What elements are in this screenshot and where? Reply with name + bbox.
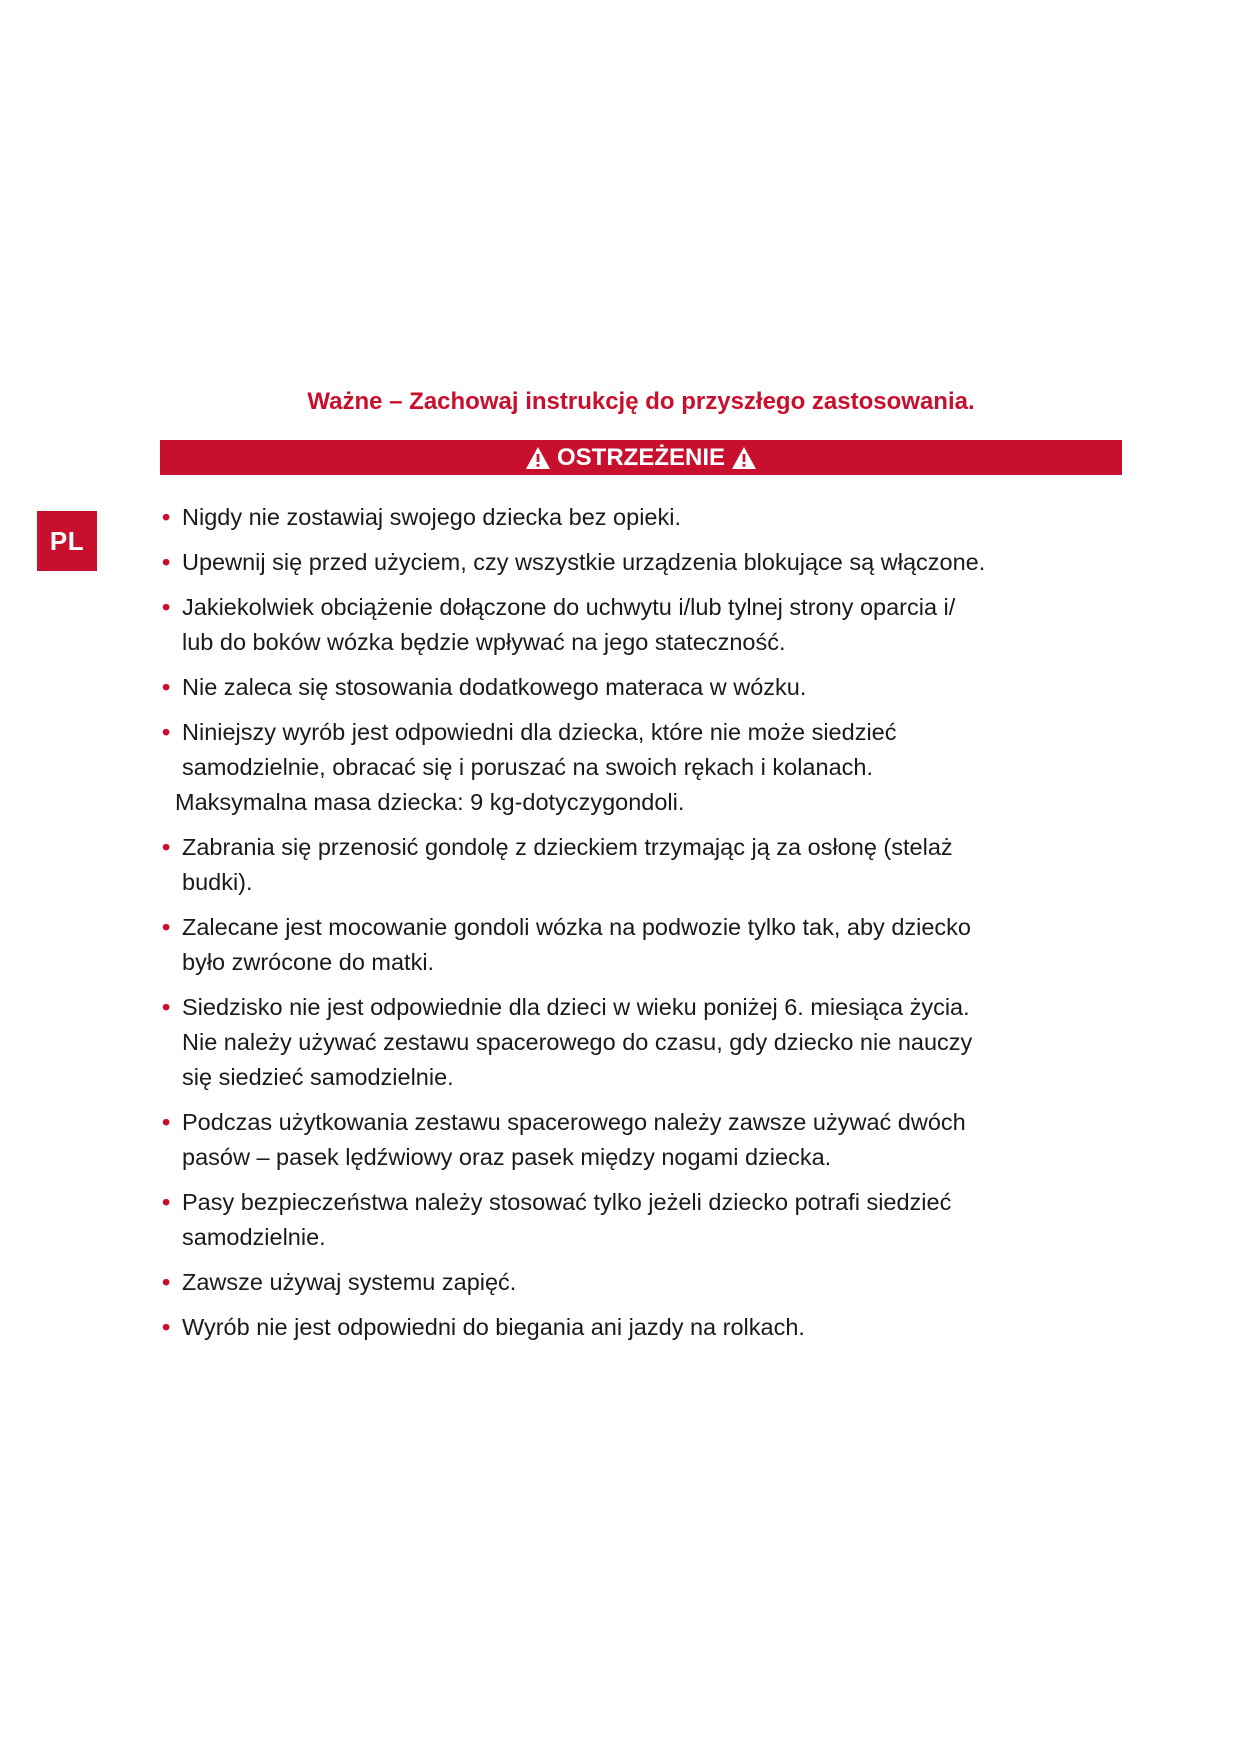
list-item <box>160 1265 1140 1300</box>
list-item <box>160 1185 1140 1255</box>
list-item <box>160 715 1140 820</box>
list-item-text: Nie zaleca się stosowania dodatkowego materaca w wózku. <box>182 674 807 700</box>
list-item <box>160 910 1140 980</box>
bullet-icon: • <box>162 594 171 620</box>
bullet-icon: • <box>162 914 171 940</box>
list-item-text: Zalecane jest mocowanie gondoli wózka na podwozie tylko tak, aby dziecko <box>182 914 971 940</box>
bullet-icon: • <box>162 504 171 530</box>
list-item-text: Pasy bezpieczeństwa należy stosować tylko jeżeli dziecko potrafi siedzieć <box>182 1189 952 1215</box>
bullet-icon: • <box>162 549 171 575</box>
list-item-text: pasów – pasek lędźwiowy oraz pasek między nogami dziecka. <box>182 1144 832 1170</box>
list-item <box>160 1310 1140 1345</box>
list-item-text: się siedzieć samodzielnie. <box>182 1064 454 1090</box>
bullet-icon: • <box>162 1109 171 1135</box>
bullet-icon: • <box>162 719 171 745</box>
important-note: Ważne – Zachowaj instrukcję do przyszłego zastosowania. <box>307 388 975 415</box>
list-item-note: Maksymalna masa dziecka: 9 kg-dotyczygondoli. <box>175 789 685 815</box>
list-item <box>160 545 1140 580</box>
warning-triangle-icon <box>731 446 757 470</box>
list-item-text: Nigdy nie zostawiaj swojego dziecka bez opieki. <box>182 504 681 530</box>
list-item <box>160 500 1140 535</box>
list-item-text: samodzielnie. <box>182 1224 326 1250</box>
list-item-text: Upewnij się przed użyciem, czy wszystkie urządzenia blokujące są włączone. <box>182 549 986 575</box>
list-item <box>160 830 1140 900</box>
list-item-text: Niniejszy wyrób jest odpowiedni dla dziecka, które nie może siedzieć <box>182 719 897 745</box>
warning-list <box>160 500 1140 1355</box>
list-item <box>160 670 1140 705</box>
list-item <box>160 1105 1140 1175</box>
warning-triangle-icon <box>525 446 551 470</box>
bullet-icon: • <box>162 1314 171 1340</box>
language-tab: PL <box>37 511 97 571</box>
list-item-text: było zwrócone do matki. <box>182 949 435 975</box>
list-item-text: lub do boków wózka będzie wpływać na jego stateczność. <box>182 629 786 655</box>
list-item <box>160 990 1140 1095</box>
list-item <box>160 590 1140 660</box>
warning-title: OSTRZEŻENIE <box>556 443 725 471</box>
list-item-text: Siedzisko nie jest odpowiednie dla dzieci w wieku poniżej 6. miesiąca życia. <box>182 994 970 1020</box>
list-item-text: Zabrania się przenosić gondolę z dzieckiem trzymając ją za osłonę (stelaż <box>182 834 953 860</box>
list-item-text: Podczas użytkowania zestawu spacerowego należy zawsze używać dwóch <box>182 1109 966 1135</box>
bullet-icon: • <box>162 674 171 700</box>
list-item-text: budki). <box>182 869 253 895</box>
list-item-text: Jakiekolwiek obciążenie dołączone do uchwytu i/lub tylnej strony oparcia i/ <box>182 594 956 620</box>
list-item-text: Wyrób nie jest odpowiedni do biegania ani jazdy na rolkach. <box>182 1314 805 1340</box>
bullet-icon: • <box>162 1189 171 1215</box>
list-item-text: Nie należy używać zestawu spacerowego do czasu, gdy dziecko nie nauczy <box>182 1029 973 1055</box>
list-item-text: Zawsze używaj systemu zapięć. <box>182 1269 517 1295</box>
bullet-icon: • <box>162 994 171 1020</box>
list-item-text: samodzielnie, obracać się i poruszać na swoich rękach i kolanach. <box>182 754 873 780</box>
bullet-icon: • <box>162 834 171 860</box>
warning-banner <box>160 440 1122 475</box>
bullet-icon: • <box>162 1269 171 1295</box>
